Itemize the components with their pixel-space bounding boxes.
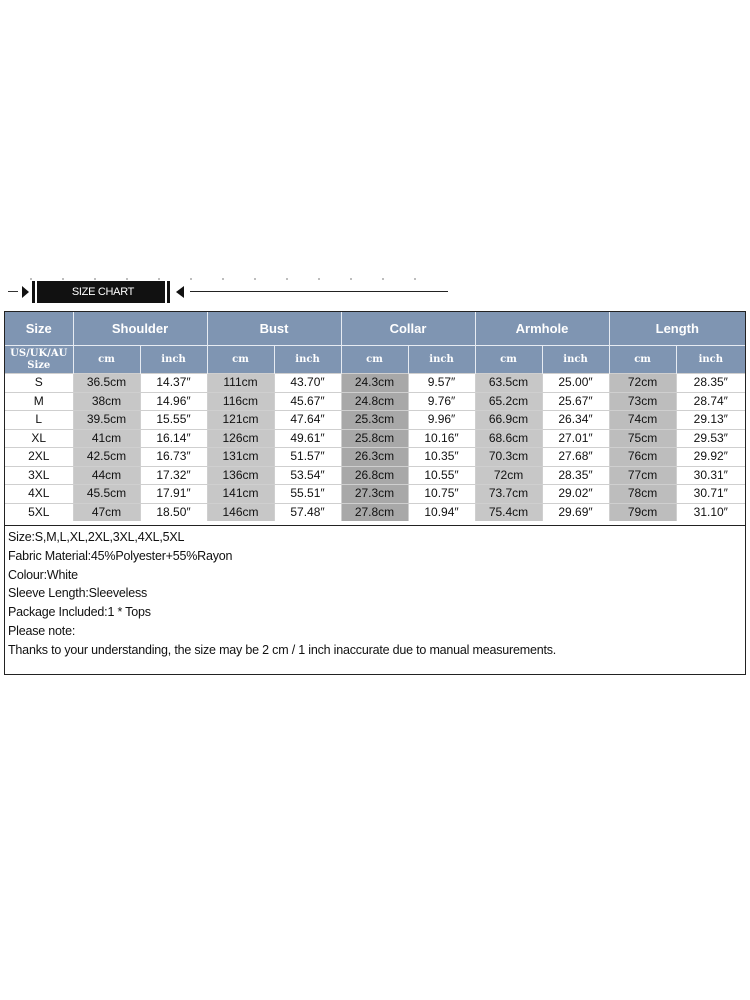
- armhole-inch-cell: 26.34″: [542, 411, 609, 430]
- decorative-dot: [190, 278, 192, 280]
- armhole-cm-cell: 66.9cm: [475, 411, 542, 430]
- collar-inch-cell: 10.55″: [408, 466, 475, 485]
- collar-cm-cell: 27.8cm: [341, 503, 408, 521]
- collar-inch-cell: 10.35″: [408, 448, 475, 467]
- armhole-inch-cell: 25.00″: [542, 374, 609, 393]
- size-sub-header-line1: US/UK/AU: [10, 347, 68, 359]
- size-cell: XL: [5, 429, 73, 448]
- shoulder-cm-cell: 42.5cm: [73, 448, 140, 467]
- bust-cm-cell: 146cm: [207, 503, 274, 521]
- collar-inch-cell: 9.76″: [408, 392, 475, 411]
- size-cell: L: [5, 411, 73, 430]
- size-sub-header: [5, 346, 73, 374]
- note-line: Size:S,M,L,XL,2XL,3XL,4XL,5XL: [8, 530, 185, 544]
- decorative-dot: [254, 278, 256, 280]
- decorative-dot: [94, 278, 96, 280]
- collar-inch-cell: 10.16″: [408, 429, 475, 448]
- shoulder-inch-cell: 14.37″: [140, 374, 207, 393]
- length-inch-cell: 28.74″: [676, 392, 745, 411]
- table-row: [5, 392, 745, 411]
- size-chart-banner: [22, 281, 184, 303]
- shoulder-inch-cell: 16.73″: [140, 448, 207, 467]
- decorative-dot: [350, 278, 352, 280]
- length-cm-cell: 72cm: [609, 374, 676, 393]
- collar-inch-cell: 9.57″: [408, 374, 475, 393]
- armhole-inch-cell: 27.01″: [542, 429, 609, 448]
- decorative-dot: [318, 278, 320, 280]
- bust-inch-cell: 57.48″: [274, 503, 341, 521]
- armhole-inch-cell: 27.68″: [542, 448, 609, 467]
- decorative-dot: [62, 278, 64, 280]
- table-row: [5, 429, 745, 448]
- unit-header-cm: cm: [207, 346, 274, 374]
- size-chart: [4, 311, 746, 675]
- length-cm-cell: 79cm: [609, 503, 676, 521]
- bust-cm-cell: 136cm: [207, 466, 274, 485]
- armhole-cm-cell: 63.5cm: [475, 374, 542, 393]
- size-cell: M: [5, 392, 73, 411]
- group-header-bust: Bust: [207, 312, 341, 346]
- armhole-cm-cell: 73.7cm: [475, 485, 542, 504]
- bust-inch-cell: 53.54″: [274, 466, 341, 485]
- collar-cm-cell: 25.8cm: [341, 429, 408, 448]
- length-cm-cell: 78cm: [609, 485, 676, 504]
- table-row: [5, 448, 745, 467]
- size-sub-header-line2: Size: [27, 359, 51, 371]
- collar-inch-cell: 9.96″: [408, 411, 475, 430]
- unit-header-cm: cm: [341, 346, 408, 374]
- armhole-inch-cell: 29.69″: [542, 503, 609, 521]
- size-chart-title: SIZE CHART: [71, 286, 135, 298]
- note-line: Sleeve Length:Sleeveless: [8, 586, 148, 601]
- bust-cm-cell: 141cm: [207, 485, 274, 504]
- bust-cm-cell: 126cm: [207, 429, 274, 448]
- bust-cm-cell: 131cm: [207, 448, 274, 467]
- decorative-dot: [286, 278, 288, 280]
- length-inch-cell: 29.53″: [676, 429, 745, 448]
- bust-inch-cell: 45.67″: [274, 392, 341, 411]
- collar-inch-cell: 10.94″: [408, 503, 475, 521]
- product-notes: [5, 525, 745, 675]
- armhole-cm-cell: 68.6cm: [475, 429, 542, 448]
- bust-cm-cell: 121cm: [207, 411, 274, 430]
- collar-cm-cell: 27.3cm: [341, 485, 408, 504]
- unit-header-cm: cm: [475, 346, 542, 374]
- length-inch-cell: 29.92″: [676, 448, 745, 467]
- size-table-body: [5, 374, 745, 522]
- note-line: Fabric Material:45%Polyester+55%Rayon: [8, 548, 233, 563]
- group-header-length: Length: [609, 312, 745, 346]
- unit-header-cm: cm: [73, 346, 140, 374]
- table-row: [5, 374, 745, 393]
- note-line: Please note:: [8, 623, 76, 638]
- shoulder-inch-cell: 17.91″: [140, 485, 207, 504]
- unit-header-row: [5, 346, 745, 374]
- group-header-shoulder: Shoulder: [73, 312, 207, 346]
- unit-header-inch: inch: [140, 346, 207, 374]
- size-cell: 5XL: [5, 503, 73, 521]
- size-cell: S: [5, 374, 73, 393]
- shoulder-cm-cell: 39.5cm: [73, 411, 140, 430]
- size-header: Size: [5, 312, 73, 346]
- decorative-dot: [30, 278, 32, 280]
- shoulder-cm-cell: 41cm: [73, 429, 140, 448]
- length-inch-cell: 29.13″: [676, 411, 745, 430]
- size-table: [5, 312, 745, 521]
- bust-inch-cell: 55.51″: [274, 485, 341, 504]
- decorative-dot: [222, 278, 224, 280]
- shoulder-inch-cell: 14.96″: [140, 392, 207, 411]
- unit-header-cm: cm: [609, 346, 676, 374]
- armhole-inch-cell: 29.02″: [542, 485, 609, 504]
- bust-inch-cell: 47.64″: [274, 411, 341, 430]
- shoulder-cm-cell: 38cm: [73, 392, 140, 411]
- length-cm-cell: 77cm: [609, 466, 676, 485]
- armhole-cm-cell: 65.2cm: [475, 392, 542, 411]
- collar-cm-cell: 24.3cm: [341, 374, 408, 393]
- bust-cm-cell: 116cm: [207, 392, 274, 411]
- length-inch-cell: 31.10″: [676, 503, 745, 521]
- decorative-dot: [414, 278, 416, 280]
- shoulder-cm-cell: 36.5cm: [73, 374, 140, 393]
- note-line: Colour:White: [8, 567, 78, 582]
- left-dash: [8, 291, 18, 292]
- bust-cm-cell: 111cm: [207, 374, 274, 393]
- banner-rule: [190, 291, 448, 292]
- note-line: Thanks to your understanding, the size may be 2 cm / 1 inch inaccurate due to manual measurements.: [8, 642, 557, 657]
- length-inch-cell: 30.31″: [676, 466, 745, 485]
- collar-inch-cell: 10.75″: [408, 485, 475, 504]
- length-cm-cell: 75cm: [609, 429, 676, 448]
- shoulder-inch-cell: 16.14″: [140, 429, 207, 448]
- armhole-inch-cell: 25.67″: [542, 392, 609, 411]
- armhole-cm-cell: 72cm: [475, 466, 542, 485]
- bust-inch-cell: 51.57″: [274, 448, 341, 467]
- table-row: [5, 411, 745, 430]
- armhole-cm-cell: 75.4cm: [475, 503, 542, 521]
- collar-cm-cell: 24.8cm: [341, 392, 408, 411]
- unit-header-inch: inch: [542, 346, 609, 374]
- group-header-armhole: Armhole: [475, 312, 609, 346]
- table-row: [5, 485, 745, 504]
- shoulder-cm-cell: 45.5cm: [73, 485, 140, 504]
- length-cm-cell: 74cm: [609, 411, 676, 430]
- shoulder-inch-cell: 17.32″: [140, 466, 207, 485]
- armhole-inch-cell: 28.35″: [542, 466, 609, 485]
- unit-header-inch: inch: [408, 346, 475, 374]
- shoulder-cm-cell: 44cm: [73, 466, 140, 485]
- length-inch-cell: 30.71″: [676, 485, 745, 504]
- shoulder-inch-cell: 15.55″: [140, 411, 207, 430]
- collar-cm-cell: 26.8cm: [341, 466, 408, 485]
- shoulder-cm-cell: 47cm: [73, 503, 140, 521]
- length-cm-cell: 76cm: [609, 448, 676, 467]
- armhole-cm-cell: 70.3cm: [475, 448, 542, 467]
- decorative-dot: [382, 278, 384, 280]
- decorative-dot: [158, 278, 160, 280]
- table-row: [5, 503, 745, 521]
- size-cell: 4XL: [5, 485, 73, 504]
- note-line: Package Included:1 * Tops: [8, 605, 151, 620]
- group-header-collar: Collar: [341, 312, 475, 346]
- unit-header-inch: inch: [676, 346, 745, 374]
- length-inch-cell: 28.35″: [676, 374, 745, 393]
- bust-inch-cell: 43.70″: [274, 374, 341, 393]
- decorative-dot: [126, 278, 128, 280]
- size-cell: 2XL: [5, 448, 73, 467]
- shoulder-inch-cell: 18.50″: [140, 503, 207, 521]
- unit-header-inch: inch: [274, 346, 341, 374]
- collar-cm-cell: 26.3cm: [341, 448, 408, 467]
- size-cell: 3XL: [5, 466, 73, 485]
- length-cm-cell: 73cm: [609, 392, 676, 411]
- table-row: [5, 466, 745, 485]
- bust-inch-cell: 49.61″: [274, 429, 341, 448]
- group-header-row: [5, 312, 745, 346]
- size-chart-banner-row: [0, 278, 750, 310]
- collar-cm-cell: 25.3cm: [341, 411, 408, 430]
